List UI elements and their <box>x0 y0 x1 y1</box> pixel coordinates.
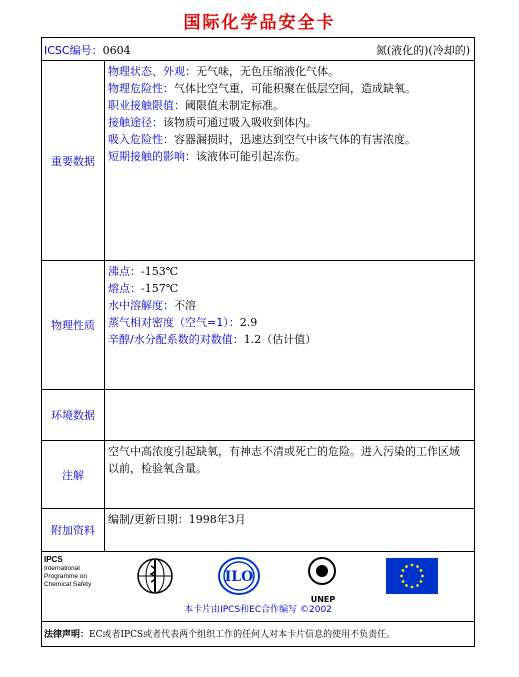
property-value: 容器漏损时，迅速达到空气中该气体的有害浓度。 <box>174 133 416 146</box>
property-line <box>108 80 471 97</box>
property-key: 吸入危险性： <box>108 133 174 146</box>
property-line <box>108 331 471 348</box>
property-line <box>108 263 471 280</box>
unep-label: UNEP <box>310 595 336 604</box>
unep-logo-icon <box>304 556 340 600</box>
property-key: 沸点： <box>108 265 141 278</box>
property-key: 熔点： <box>108 282 141 295</box>
property-key: 辛醇/水分配系数的对数值： <box>108 333 244 346</box>
card-title: 国际化学品安全卡 <box>183 13 336 33</box>
property-key: 物理状态、外观： <box>108 65 196 78</box>
svg-text:ILO: ILO <box>224 569 254 585</box>
physical-properties-label: 物理性质 <box>42 261 105 389</box>
property-value: 该液体可能引起冻伤。 <box>196 150 306 163</box>
property-value: 阈限值未制定标准。 <box>185 99 284 112</box>
property-line <box>108 97 471 114</box>
property-value: 气体比空气重，可能积聚在低层空间，造成缺氧。 <box>174 82 416 95</box>
physical-properties-row <box>42 260 474 389</box>
update-date: 编制/更新日期：1998年3月 <box>108 513 246 526</box>
property-line <box>108 148 471 165</box>
chemical-name: 氮(液化的)(冷却的) <box>375 44 470 57</box>
property-value: 该物质可通过吸入吸收到体内。 <box>163 116 317 129</box>
disclaimer-row <box>42 621 474 647</box>
physical-properties-content <box>105 261 474 389</box>
important-data-content <box>105 61 474 260</box>
icsc-row <box>42 38 474 60</box>
property-key: 物理危险性： <box>108 82 174 95</box>
icsc-number: ICSC编号：0604 <box>44 44 131 57</box>
property-value: -157℃ <box>141 282 179 295</box>
eu-flag-icon <box>386 558 438 594</box>
important-data-row <box>42 60 474 260</box>
property-line <box>108 63 471 80</box>
ilo-logo-icon <box>217 556 261 596</box>
property-key: 职业接触限值： <box>108 99 185 112</box>
property-value: 2.9 <box>239 316 258 329</box>
property-line <box>108 297 471 314</box>
disclaimer: 法律声明：EC或者IPCS或者代表两个组织工作的任何人对本卡片信息的使用不负责任。 <box>44 630 396 640</box>
property-value: 1.2（估计值） <box>243 333 317 346</box>
important-data-label: 重要数据 <box>42 61 105 260</box>
notes-text: 空气中高浓度引起缺氧，有神志不清或死亡的危险。进入污染的工作区域以前，检验氧含量。 <box>108 445 460 475</box>
property-key: 短期接触的影响： <box>108 150 196 163</box>
property-line <box>108 131 471 148</box>
property-line <box>108 314 471 331</box>
property-line <box>108 280 471 297</box>
environment-row <box>42 389 474 440</box>
notes-label: 注解 <box>42 441 105 508</box>
property-value: 无气味，无色压缩液化气体。 <box>196 65 339 78</box>
additional-label: 附加资料 <box>42 509 105 551</box>
environment-label: 环境数据 <box>42 390 105 440</box>
logos-row <box>42 551 474 621</box>
credit-line: 本卡片由IPCS和EC合作编写 ©2002 <box>184 605 332 615</box>
property-key: 水中溶解度： <box>108 299 174 312</box>
safety-card <box>41 37 475 647</box>
who-logo-icon <box>135 556 175 596</box>
property-line <box>108 114 471 131</box>
notes-row <box>42 440 474 508</box>
property-value: -153℃ <box>141 265 179 278</box>
environment-content <box>105 390 474 440</box>
property-value: 不溶 <box>174 299 196 312</box>
property-key: 蒸气相对密度（空气=1）： <box>108 316 240 329</box>
property-key: 接触途径： <box>108 116 163 129</box>
additional-row <box>42 508 474 551</box>
ipcs-logo: IPCS International Programme on Chemical Safety <box>44 555 92 588</box>
